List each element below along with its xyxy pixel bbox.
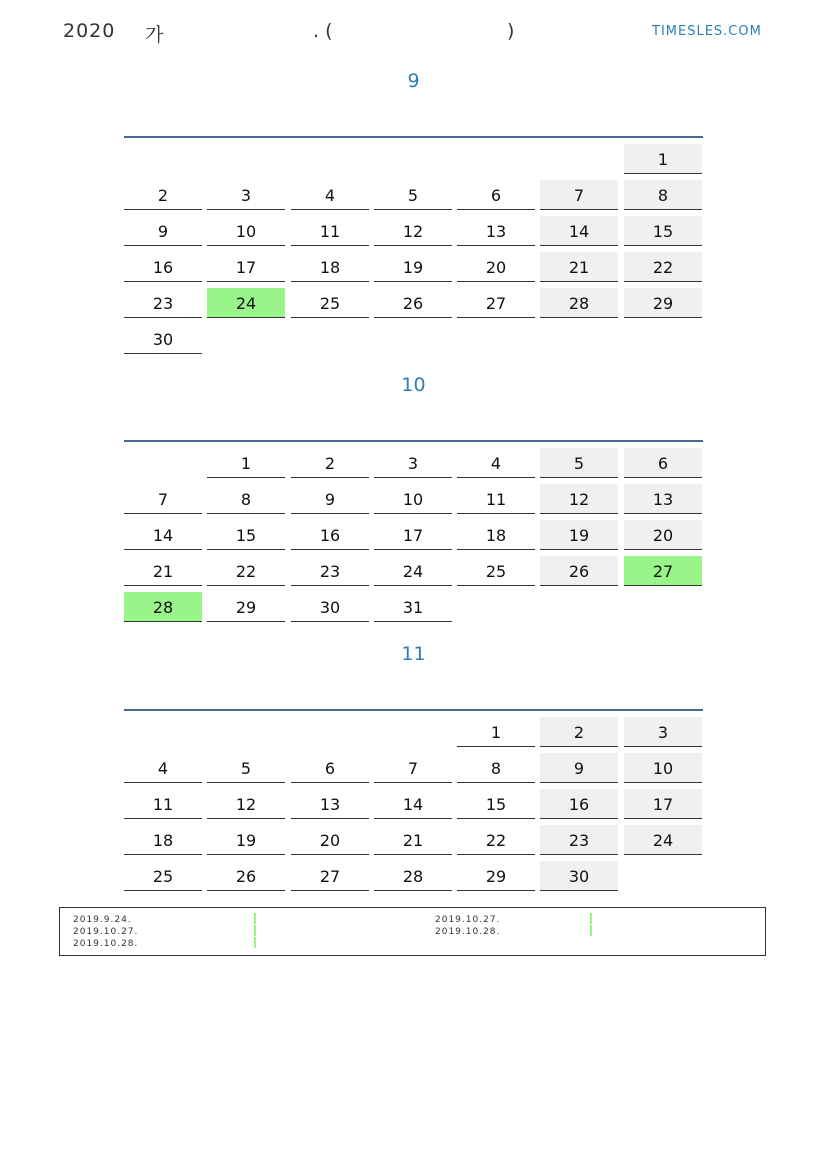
legend-left-item-1: 2019.9.24. [73, 915, 132, 925]
month-rule [124, 709, 703, 711]
day-cell[interactable]: 4 [124, 753, 202, 783]
day-cell[interactable]: 6 [624, 448, 702, 478]
day-cell[interactable]: 13 [291, 789, 369, 819]
day-cell[interactable]: 28 [540, 288, 618, 318]
day-cell[interactable]: 24 [624, 825, 702, 855]
legend-right-item-1: 2019.10.27. [435, 915, 501, 925]
legend-left-item-3: 2019.10.28. [73, 939, 139, 949]
day-cell[interactable]: 31 [374, 592, 452, 622]
day-cell[interactable]: 12 [540, 484, 618, 514]
day-cell[interactable]: 10 [207, 216, 285, 246]
month-rule [124, 136, 703, 138]
day-cell[interactable]: 15 [624, 216, 702, 246]
day-cell[interactable]: 23 [124, 288, 202, 318]
legend-right-mark-1 [590, 913, 592, 924]
day-cell[interactable]: 7 [124, 484, 202, 514]
day-cell[interactable]: 20 [291, 825, 369, 855]
day-cell[interactable]: 10 [624, 753, 702, 783]
day-cell[interactable]: 18 [291, 252, 369, 282]
day-cell[interactable]: 7 [540, 180, 618, 210]
day-cell[interactable]: 1 [207, 448, 285, 478]
day-cell[interactable]: 8 [457, 753, 535, 783]
day-cell[interactable]: 29 [457, 861, 535, 891]
day-cell[interactable]: 24 [374, 556, 452, 586]
day-cell[interactable]: 17 [207, 252, 285, 282]
day-cell[interactable]: 17 [374, 520, 452, 550]
day-cell[interactable]: 18 [457, 520, 535, 550]
month-title: 10 [401, 374, 426, 396]
day-cell[interactable]: 19 [374, 252, 452, 282]
day-cell[interactable]: 8 [207, 484, 285, 514]
day-cell[interactable]: 16 [291, 520, 369, 550]
day-cell[interactable]: 2 [124, 180, 202, 210]
legend-left-mark-3 [254, 937, 256, 948]
day-cell[interactable]: 4 [457, 448, 535, 478]
month-rule [124, 440, 703, 442]
day-cell[interactable]: 8 [624, 180, 702, 210]
day-cell[interactable]: 15 [457, 789, 535, 819]
day-cell[interactable]: 30 [540, 861, 618, 891]
site-logo[interactable]: TIMESLES.COM [652, 24, 762, 39]
day-cell[interactable]: 13 [457, 216, 535, 246]
day-cell[interactable]: 9 [540, 753, 618, 783]
day-cell[interactable]: 16 [124, 252, 202, 282]
header-paren-close: ) [507, 20, 515, 42]
legend-right-item-2: 2019.10.28. [435, 927, 501, 937]
day-cell[interactable]: 21 [540, 252, 618, 282]
day-cell[interactable]: 23 [540, 825, 618, 855]
day-cell[interactable]: 29 [624, 288, 702, 318]
day-cell[interactable]: 21 [124, 556, 202, 586]
day-cell[interactable]: 5 [540, 448, 618, 478]
day-cell[interactable]: 28 [124, 592, 202, 622]
month-title: 11 [401, 643, 426, 665]
day-cell[interactable]: 17 [624, 789, 702, 819]
legend-right-mark-2 [590, 925, 592, 936]
day-cell[interactable]: 26 [207, 861, 285, 891]
day-cell[interactable]: 12 [207, 789, 285, 819]
day-cell[interactable]: 28 [374, 861, 452, 891]
header-paren-open: . ( [313, 20, 333, 42]
day-cell[interactable]: 25 [124, 861, 202, 891]
day-cell[interactable]: 3 [207, 180, 285, 210]
day-cell[interactable]: 27 [291, 861, 369, 891]
day-cell[interactable]: 16 [540, 789, 618, 819]
day-cell[interactable]: 22 [624, 252, 702, 282]
day-cell[interactable]: 18 [124, 825, 202, 855]
day-cell[interactable]: 20 [457, 252, 535, 282]
day-cell[interactable]: 30 [291, 592, 369, 622]
day-cell[interactable]: 6 [457, 180, 535, 210]
day-cell[interactable]: 2 [540, 717, 618, 747]
day-cell[interactable]: 22 [457, 825, 535, 855]
day-cell[interactable]: 26 [540, 556, 618, 586]
day-cell[interactable]: 25 [457, 556, 535, 586]
day-cell[interactable]: 5 [207, 753, 285, 783]
day-cell[interactable]: 14 [374, 789, 452, 819]
day-cell[interactable]: 1 [457, 717, 535, 747]
day-cell[interactable]: 3 [624, 717, 702, 747]
header-title-char: 가 [145, 24, 164, 46]
day-cell[interactable]: 26 [374, 288, 452, 318]
month-title: 9 [407, 70, 420, 92]
day-cell[interactable]: 3 [374, 448, 452, 478]
day-cell[interactable]: 22 [207, 556, 285, 586]
day-cell[interactable]: 13 [624, 484, 702, 514]
day-cell[interactable]: 9 [124, 216, 202, 246]
legend-left-mark-1 [254, 913, 256, 924]
day-cell[interactable]: 29 [207, 592, 285, 622]
day-cell[interactable]: 15 [207, 520, 285, 550]
page-header [63, 20, 783, 48]
day-cell[interactable]: 25 [291, 288, 369, 318]
day-cell[interactable]: 2 [291, 448, 369, 478]
day-cell[interactable]: 5 [374, 180, 452, 210]
day-cell[interactable]: 10 [374, 484, 452, 514]
day-cell[interactable]: 23 [291, 556, 369, 586]
day-cell[interactable]: 11 [124, 789, 202, 819]
day-cell[interactable]: 20 [624, 520, 702, 550]
holiday-legend [59, 907, 766, 956]
day-cell[interactable]: 27 [457, 288, 535, 318]
legend-left-item-2: 2019.10.27. [73, 927, 139, 937]
day-cell[interactable]: 11 [457, 484, 535, 514]
day-cell[interactable]: 7 [374, 753, 452, 783]
day-cell[interactable]: 9 [291, 484, 369, 514]
day-cell[interactable]: 19 [207, 825, 285, 855]
day-cell[interactable]: 6 [291, 753, 369, 783]
legend-left-mark-2 [254, 925, 256, 936]
day-cell[interactable]: 14 [540, 216, 618, 246]
day-cell[interactable]: 4 [291, 180, 369, 210]
day-cell[interactable]: 21 [374, 825, 452, 855]
header-year: 2020 [63, 20, 116, 42]
day-cell[interactable]: 30 [124, 324, 202, 354]
day-cell[interactable]: 19 [540, 520, 618, 550]
day-cell[interactable]: 27 [624, 556, 702, 586]
day-cell[interactable]: 11 [291, 216, 369, 246]
day-cell[interactable]: 12 [374, 216, 452, 246]
day-cell[interactable]: 1 [624, 144, 702, 174]
day-cell[interactable]: 24 [207, 288, 285, 318]
day-cell[interactable]: 14 [124, 520, 202, 550]
